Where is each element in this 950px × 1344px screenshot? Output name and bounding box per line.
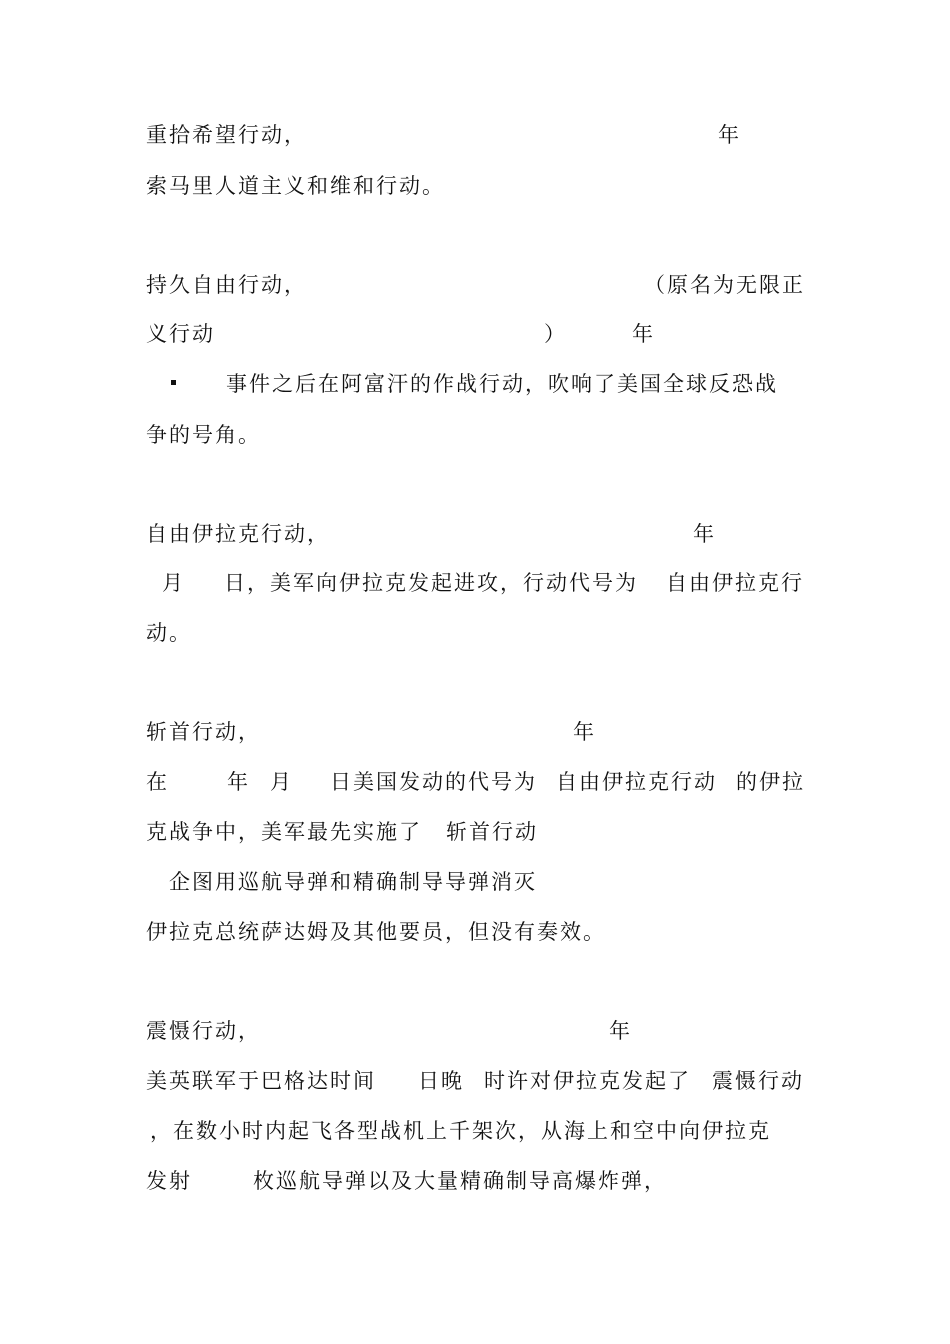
operation-name: 自由伊拉克行动: [556, 770, 717, 794]
month-label: 月: [162, 571, 185, 595]
body-text: 事件之后在阿富汗的作战行动，吹响了美国全球反恐战: [226, 372, 778, 396]
year-label: 年: [632, 322, 655, 346]
body-text: 日晚: [418, 1069, 464, 1093]
bullet-icon: [171, 380, 176, 385]
section-title: 斩首行动，: [146, 720, 261, 744]
operation-name: 自由伊拉克行: [666, 571, 804, 595]
body-text: 美英联军于巴格达时间: [146, 1069, 376, 1093]
year-label: 年: [693, 522, 716, 546]
year-label: 年: [227, 770, 250, 794]
body-text: 枚巡航导弹以及大量精确制导高爆炸弹，: [253, 1169, 667, 1193]
year-label: 年: [609, 1019, 632, 1043]
body-text: 时许对伊拉克发起了: [484, 1069, 691, 1093]
body-text: 克战争中，美军最先实施了: [146, 820, 422, 844]
body-text: 企图用巡航导弹和精确制导导弹消灭: [169, 870, 537, 894]
year-label: 年: [718, 123, 741, 147]
body-text: 动。: [146, 621, 192, 645]
body-text: 伊拉克总统萨达姆及其他要员，但没有奏效。: [146, 920, 606, 944]
year-label: 年: [573, 720, 596, 744]
body-text: 日美国发动的代号为: [330, 770, 537, 794]
section-title: 震慑行动，: [146, 1019, 261, 1043]
alias-text: （原名为无限正: [644, 273, 805, 297]
body-text: 在: [146, 770, 169, 794]
body-text: 的伊拉: [736, 770, 805, 794]
body-text: ，在数小时内起飞各型战机上千架次，从海上和空中向伊拉克: [150, 1119, 771, 1143]
body-text: 发射: [146, 1169, 192, 1193]
alias-text-cont: 义行动: [146, 322, 215, 346]
paren-close: ）: [544, 322, 567, 346]
section-title: 自由伊拉克行动，: [146, 522, 330, 546]
section-title: 持久自由行动，: [146, 273, 307, 297]
operation-name: 斩首行动: [446, 820, 538, 844]
body-text: 争的号角。: [146, 423, 261, 447]
body-text: 日，美军向伊拉克发起进攻，行动代号为: [224, 571, 638, 595]
operation-name: 震慑行动: [712, 1069, 804, 1093]
month-label: 月: [270, 770, 293, 794]
body-text: 索马里人道主义和维和行动。: [146, 174, 445, 198]
section-title: 重拾希望行动，: [146, 123, 307, 147]
